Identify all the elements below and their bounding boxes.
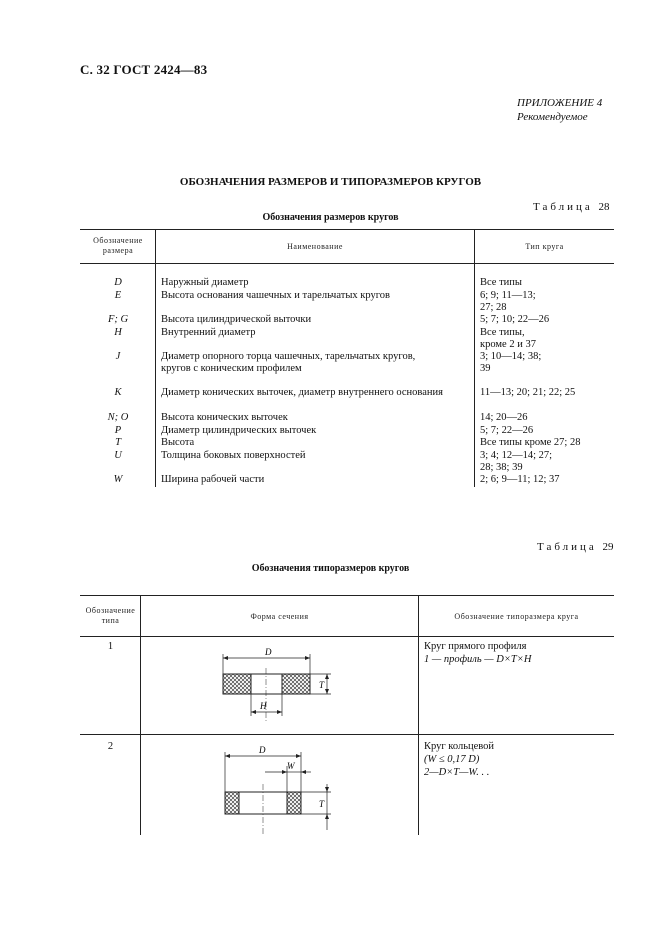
table28-row-symbol: F; G bbox=[107, 314, 129, 325]
table28-label: Таблица 28 bbox=[533, 201, 610, 213]
appendix-label bbox=[517, 96, 602, 124]
table28-row-type: Все типы, bbox=[480, 327, 525, 338]
table29-row1-desc-line1: Круг прямого профиля bbox=[424, 641, 527, 652]
table28-row-type: 5; 7; 10; 22—26 bbox=[480, 314, 550, 325]
table28-row-symbol: K bbox=[114, 387, 122, 398]
table28-row-name: Высота bbox=[161, 437, 195, 448]
table28-row-name: Наружный диаметр bbox=[161, 277, 249, 288]
table28-header-name: Наименование bbox=[287, 242, 343, 251]
table28-row-symbol: E bbox=[114, 290, 122, 301]
section-title: ОБОЗНАЧЕНИЯ РАЗМЕРОВ И ТИПОРАЗМЕРОВ КРУГОВ bbox=[179, 176, 482, 188]
table28-row-type: кроме 2 и 37 bbox=[480, 339, 536, 350]
page-header: С. 32 ГОСТ 2424—83 bbox=[80, 62, 208, 77]
table29-header-rule bbox=[80, 636, 614, 637]
table28-row-type: 14; 20—26 bbox=[480, 412, 528, 423]
table28-row-name: Ширина рабочей части bbox=[161, 474, 265, 485]
table28-row-name: Высота цилиндрической выточки bbox=[161, 314, 312, 325]
table28-row-type: 2; 6; 9—11; 12; 37 bbox=[480, 474, 560, 485]
table29-row2-desc-line3: 2—D×T—W. . . bbox=[424, 767, 490, 778]
table28-header-symbol: Обозначение размера bbox=[93, 236, 143, 255]
table28-header-type: Тип круга bbox=[525, 242, 564, 251]
table28-row-name: Диаметр конических выточек, диаметр внутреннего основания bbox=[161, 387, 443, 398]
table29-header-section: Форма сечения bbox=[250, 612, 309, 621]
table28-row-symbol: W bbox=[113, 474, 123, 485]
table28-row-symbol: T bbox=[115, 437, 121, 448]
table29-label: Таблица 29 bbox=[537, 541, 614, 553]
table28-header-rule bbox=[80, 263, 614, 264]
table29-col-divider-1 bbox=[140, 595, 141, 835]
table28-row-type: 3; 10—14; 38; bbox=[480, 351, 542, 362]
table28-row-name: Диаметр цилиндрических выточек bbox=[161, 425, 317, 436]
table28-row-type: 5; 7; 22—26 bbox=[480, 425, 534, 436]
table29-row-rule bbox=[80, 734, 614, 735]
table28-row-type: 27; 28 bbox=[480, 302, 507, 313]
table28-col-divider-2 bbox=[474, 229, 475, 487]
cross-section-type2-diagram bbox=[215, 744, 345, 836]
table29-header-designation: Обозначение типоразмера круга bbox=[454, 612, 579, 621]
table28-row-name: Толщина боковых поверхностей bbox=[161, 450, 306, 461]
appendix-title: ПРИЛОЖЕНИЕ 4 bbox=[517, 97, 603, 109]
table28-row-symbol: U bbox=[114, 450, 122, 461]
table28-row-type: Все типы bbox=[480, 277, 522, 288]
table29-row2-type: 2 bbox=[107, 741, 114, 752]
table28-row-type: 3; 4; 12—14; 27; bbox=[480, 450, 553, 461]
type2-t-label: T bbox=[319, 799, 325, 809]
table28-row-type: 28; 38; 39 bbox=[480, 462, 523, 473]
table28-row-type: Все типы кроме 27; 28 bbox=[480, 437, 581, 448]
table28-row-symbol: J bbox=[115, 351, 121, 362]
table28-row-type: 39 bbox=[480, 363, 491, 374]
table28-row-name: Внутренний диаметр bbox=[161, 327, 256, 338]
table28-row-type: 11—13; 20; 21; 22; 25 bbox=[480, 387, 576, 398]
table28-row-symbol: P bbox=[114, 425, 122, 436]
table29-col-divider-2 bbox=[418, 595, 419, 835]
cross-section-type1-diagram bbox=[215, 644, 345, 726]
table28-row-symbol: D bbox=[114, 277, 122, 288]
table29-header-type: Обозначение типа bbox=[85, 606, 136, 625]
table28-caption: Обозначения размеров кругов bbox=[262, 212, 399, 223]
table28-row-symbol: N; O bbox=[107, 412, 129, 423]
type2-d-label: D bbox=[259, 745, 266, 755]
type1-d-label: D bbox=[265, 647, 272, 657]
table29-row2-desc-line1: Круг кольцевой bbox=[424, 741, 495, 752]
table28-row-name: Высота конических выточек bbox=[161, 412, 288, 423]
type1-h-label: H bbox=[260, 701, 267, 711]
table29-row2-desc-line2: (W ≤ 0,17 D) bbox=[424, 754, 480, 765]
table28-row-name: Диаметр опорного торца чашечных, тарельчатых кругов, bbox=[161, 351, 416, 362]
table28-row-name: Высота основания чашечных и тарельчатых кругов bbox=[161, 290, 390, 301]
type2-w-label: W bbox=[287, 761, 295, 771]
table28-row-symbol: H bbox=[114, 327, 122, 338]
table29-row1-desc-line2: 1 — профиль — D×T×H bbox=[424, 654, 532, 665]
table29-top-rule bbox=[80, 595, 614, 596]
type1-t-label: T bbox=[319, 680, 325, 690]
appendix-subtitle: Рекомендуемое bbox=[517, 111, 588, 123]
table28-top-rule bbox=[80, 229, 614, 230]
table29-caption: Обозначения типоразмеров кругов bbox=[251, 563, 410, 574]
table28-row-type: 6; 9; 11—13; bbox=[480, 290, 536, 301]
table28-row-name: кругов с коническим профилем bbox=[161, 363, 302, 374]
table29-row1-type: 1 bbox=[107, 641, 114, 652]
